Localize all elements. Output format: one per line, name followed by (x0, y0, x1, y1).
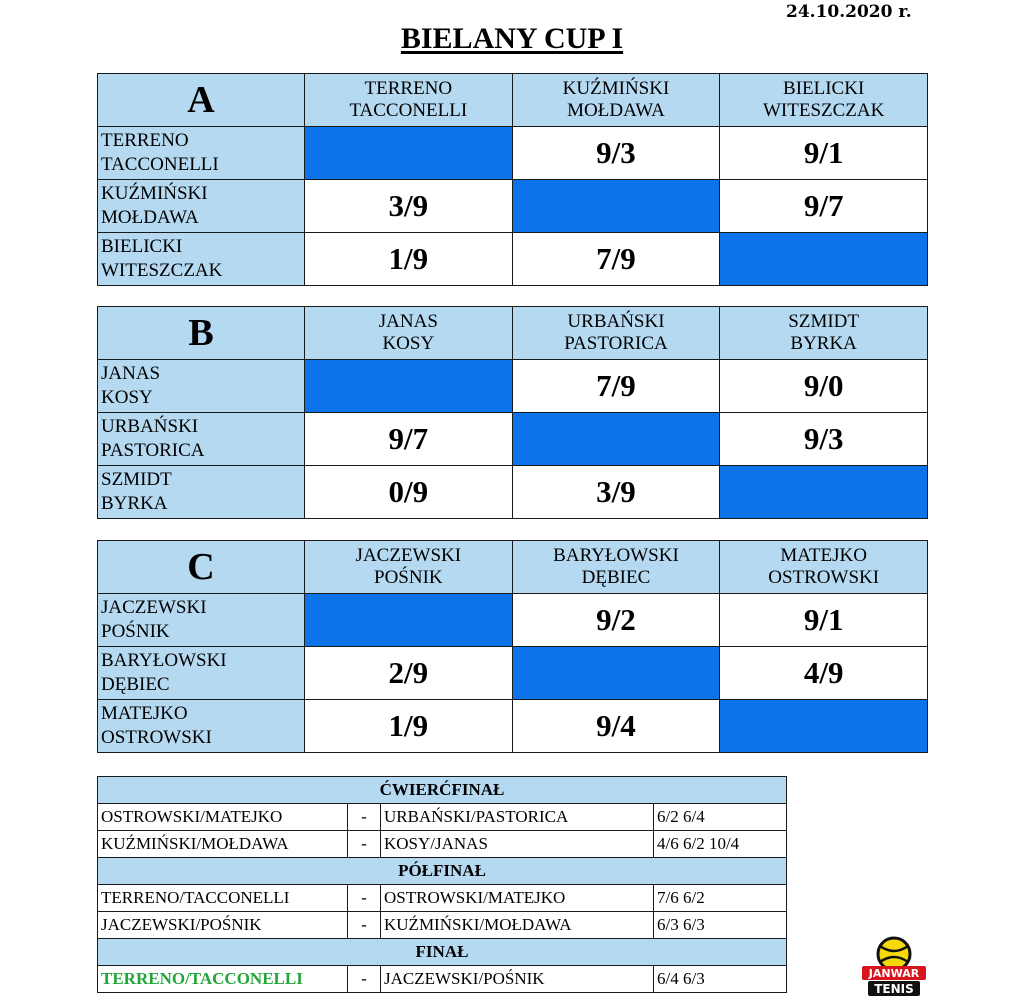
group-header-row (98, 541, 928, 594)
column-team-header: SZMIDT BYRKA (720, 307, 928, 360)
row-team-name: JACZEWSKI POŚNIK (98, 594, 305, 647)
tennis-ball-icon (878, 938, 910, 970)
match-right-team: JACZEWSKI/POŚNIK (381, 966, 654, 993)
stage-title: ĆWIERĆFINAŁ (98, 777, 787, 804)
score-cell: 4/9 (720, 647, 928, 700)
self-match-cell (512, 647, 720, 700)
column-team-header: JANAS KOSY (305, 307, 513, 360)
column-team-header: URBAŃSKI PASTORICA (512, 307, 720, 360)
match-score: 7/6 6/2 (654, 885, 787, 912)
score-cell: 1/9 (305, 700, 513, 753)
match-separator: - (348, 912, 381, 939)
match-separator: - (348, 966, 381, 993)
knockout-table (97, 776, 787, 993)
stage-title: PÓŁFINAŁ (98, 858, 787, 885)
janwar-tenis-logo (860, 936, 928, 998)
table-row (98, 885, 787, 912)
row-team-name: BIELICKI WITESZCZAK (98, 233, 305, 286)
row-team-name: KUŹMIŃSKI MOŁDAWA (98, 180, 305, 233)
page-title: BIELANY CUP I (400, 22, 624, 55)
column-team-header: BARYŁOWSKI DĘBIEC (512, 541, 720, 594)
table-row (98, 413, 928, 466)
match-right-team: OSTROWSKI/MATEJKO (381, 885, 654, 912)
match-separator: - (348, 831, 381, 858)
match-left-team: TERRENO/TACCONELLI (98, 885, 348, 912)
table-row (98, 466, 928, 519)
group-header-row (98, 74, 928, 127)
score-cell: 1/9 (305, 233, 513, 286)
table-row (98, 127, 928, 180)
stage-title: FINAŁ (98, 939, 787, 966)
group-letter: C (98, 541, 305, 594)
match-score: 6/2 6/4 (654, 804, 787, 831)
match-right-team: KOSY/JANAS (381, 831, 654, 858)
score-cell: 0/9 (305, 466, 513, 519)
table-row (98, 700, 928, 753)
score-cell: 3/9 (512, 466, 720, 519)
table-row (98, 594, 928, 647)
group-b-table (97, 306, 928, 519)
table-row (98, 912, 787, 939)
score-cell: 9/1 (720, 127, 928, 180)
table-row (98, 804, 787, 831)
match-left-team: KUŹMIŃSKI/MOŁDAWA (98, 831, 348, 858)
group-letter: A (98, 74, 305, 127)
logo-line1: JANWAR (868, 967, 920, 980)
score-cell: 9/4 (512, 700, 720, 753)
self-match-cell (512, 413, 720, 466)
table-row (98, 180, 928, 233)
column-team-header: TERRENO TACCONELLI (305, 74, 513, 127)
score-cell: 7/9 (512, 360, 720, 413)
self-match-cell (720, 233, 928, 286)
table-row (98, 831, 787, 858)
row-team-name: BARYŁOWSKI DĘBIEC (98, 647, 305, 700)
score-cell: 9/7 (305, 413, 513, 466)
table-row (98, 647, 928, 700)
self-match-cell (305, 594, 513, 647)
group-c-table (97, 540, 928, 753)
self-match-cell (305, 360, 513, 413)
column-team-header: BIELICKI WITESZCZAK (720, 74, 928, 127)
match-score: 6/3 6/3 (654, 912, 787, 939)
table-row (98, 233, 928, 286)
stage-header-row (98, 939, 787, 966)
score-cell: 2/9 (305, 647, 513, 700)
stage-header-row (98, 858, 787, 885)
match-score: 6/4 6/3 (654, 966, 787, 993)
match-right-team: URBAŃSKI/PASTORICA (381, 804, 654, 831)
event-date: 24.10.2020 r. (786, 2, 912, 22)
self-match-cell (720, 466, 928, 519)
self-match-cell (512, 180, 720, 233)
stage-header-row (98, 777, 787, 804)
row-team-name: TERRENO TACCONELLI (98, 127, 305, 180)
table-row (98, 966, 787, 993)
logo-line2: TENIS (874, 982, 914, 996)
row-team-name: SZMIDT BYRKA (98, 466, 305, 519)
score-cell: 3/9 (305, 180, 513, 233)
final-winner-team: TERRENO/TACCONELLI (98, 966, 348, 993)
match-left-team: JACZEWSKI/POŚNIK (98, 912, 348, 939)
self-match-cell (720, 700, 928, 753)
score-cell: 9/1 (720, 594, 928, 647)
match-left-team: OSTROWSKI/MATEJKO (98, 804, 348, 831)
match-score: 4/6 6/2 10/4 (654, 831, 787, 858)
score-cell: 9/0 (720, 360, 928, 413)
table-row (98, 360, 928, 413)
score-cell: 9/3 (720, 413, 928, 466)
self-match-cell (305, 127, 513, 180)
column-team-header: KUŹMIŃSKI MOŁDAWA (512, 74, 720, 127)
row-team-name: JANAS KOSY (98, 360, 305, 413)
match-separator: - (348, 804, 381, 831)
group-letter: B (98, 307, 305, 360)
match-separator: - (348, 885, 381, 912)
row-team-name: URBAŃSKI PASTORICA (98, 413, 305, 466)
score-cell: 7/9 (512, 233, 720, 286)
match-right-team: KUŹMIŃSKI/MOŁDAWA (381, 912, 654, 939)
row-team-name: MATEJKO OSTROWSKI (98, 700, 305, 753)
score-cell: 9/3 (512, 127, 720, 180)
score-cell: 9/7 (720, 180, 928, 233)
group-a-table (97, 73, 928, 286)
column-team-header: JACZEWSKI POŚNIK (305, 541, 513, 594)
score-cell: 9/2 (512, 594, 720, 647)
column-team-header: MATEJKO OSTROWSKI (720, 541, 928, 594)
group-header-row (98, 307, 928, 360)
